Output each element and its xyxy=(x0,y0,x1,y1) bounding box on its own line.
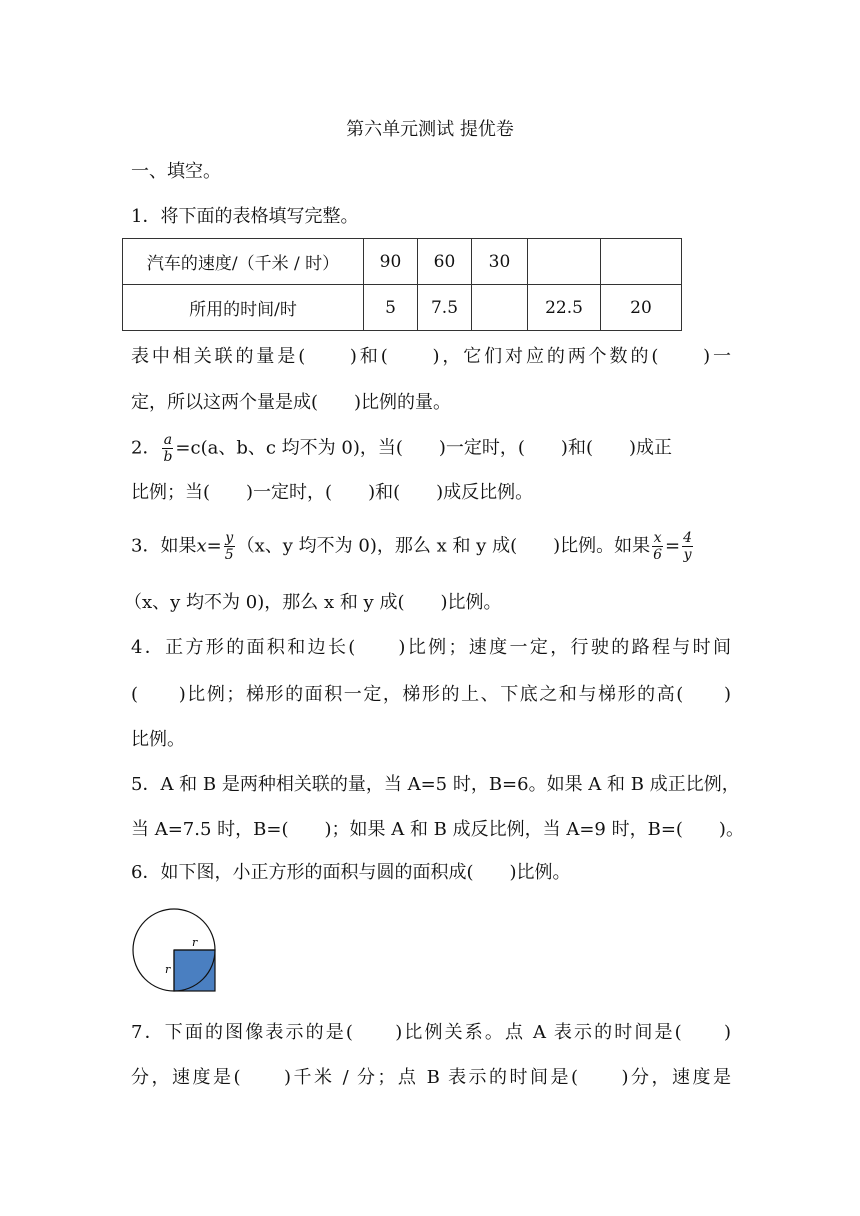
row-label-time: 所用的时间/时 xyxy=(123,285,364,331)
table-cell xyxy=(472,285,528,331)
label-r-top: r xyxy=(192,936,198,949)
table-cell: 60 xyxy=(418,239,472,285)
question-number: 2． xyxy=(131,437,161,459)
label-r-left: r xyxy=(165,963,171,976)
question-3-line-2: （x、y 均不为 0)，那么 x 和 y 成( )比例。 xyxy=(124,592,502,613)
row-label-speed: 汽车的速度/（千米 / 时） xyxy=(123,239,364,285)
question-5-line-2: 当 A=7.5 时，B=( )；如果 A 和 B 成反比例，当 A=9 时，B=( )。 xyxy=(131,819,744,840)
question-1-after-line-1: 表中相关联的量是( )和( )，它们对应的两个数的( )一 xyxy=(131,346,731,367)
page-title: 第六单元测试 提优卷 xyxy=(346,119,514,140)
question-7-line-2: 分，速度是( )千米 / 分；点 B 表示的时间是( )分，速度是 xyxy=(131,1067,731,1088)
table-cell xyxy=(601,239,682,285)
table-row xyxy=(123,239,682,285)
table-cell: 30 xyxy=(472,239,528,285)
table-cell: 5 xyxy=(364,285,418,331)
question-7-line-1: 7．下面的图像表示的是( )比例关系。点 A 表示的时间是( ) xyxy=(131,1022,731,1043)
question-2-line-2: 比例；当( )一定时，( )和( )成反比例。 xyxy=(131,482,534,503)
question-6-text: 6．如下图，小正方形的面积与圆的面积成( )比例。 xyxy=(131,862,571,883)
fraction-x-over-6: $\frac{x}{6}$ xyxy=(653,530,663,563)
question-1-after-line-2: 定，所以这两个量是成( )比例的量。 xyxy=(131,392,452,413)
table-cell xyxy=(528,239,601,285)
fraction-4-over-y: $\frac{4}{y}$ xyxy=(683,530,693,563)
question-3-line-1: 3．如果x= $\frac{y}{5}$ （x、y 均不为 0)，那么 x 和 y 成( )比例。如果 $\frac{x}{6}$ = $\frac{4}{y}$ xyxy=(131,530,693,563)
table-cell: 22.5 xyxy=(528,285,601,331)
question-4-line-2: ( )比例；梯形的面积一定，梯形的上、下底之和与梯形的高( ) xyxy=(131,684,731,705)
fraction-a-over-b: $\frac{a}{b}$ xyxy=(163,432,173,465)
table-cell: 7.5 xyxy=(418,285,472,331)
question-2-line-1: 2． $\frac{a}{b}$ =c(a、b、c 均不为 0)，当( )一定时，( )和( )成正 xyxy=(131,432,672,465)
question-1-text: 1．将下面的表格填写完整。 xyxy=(131,206,359,227)
table-row xyxy=(123,285,682,331)
question-5-line-1: 5．A 和 B 是两种相关联的量，当 A=5 时，B=6。如果 A 和 B 成正比例， xyxy=(131,774,740,795)
speed-time-table xyxy=(122,238,682,331)
fraction-y-over-5: $\frac{y}{5}$ xyxy=(224,530,234,563)
table-cell: 90 xyxy=(364,239,418,285)
question-4-line-1: 4．正方形的面积和边长( )比例；速度一定，行驶的路程与时间 xyxy=(131,637,731,658)
circle-square-figure xyxy=(130,906,230,1002)
table-cell: 20 xyxy=(601,285,682,331)
section-heading: 一、填空。 xyxy=(131,161,221,182)
question-4-line-3: 比例。 xyxy=(131,729,185,750)
